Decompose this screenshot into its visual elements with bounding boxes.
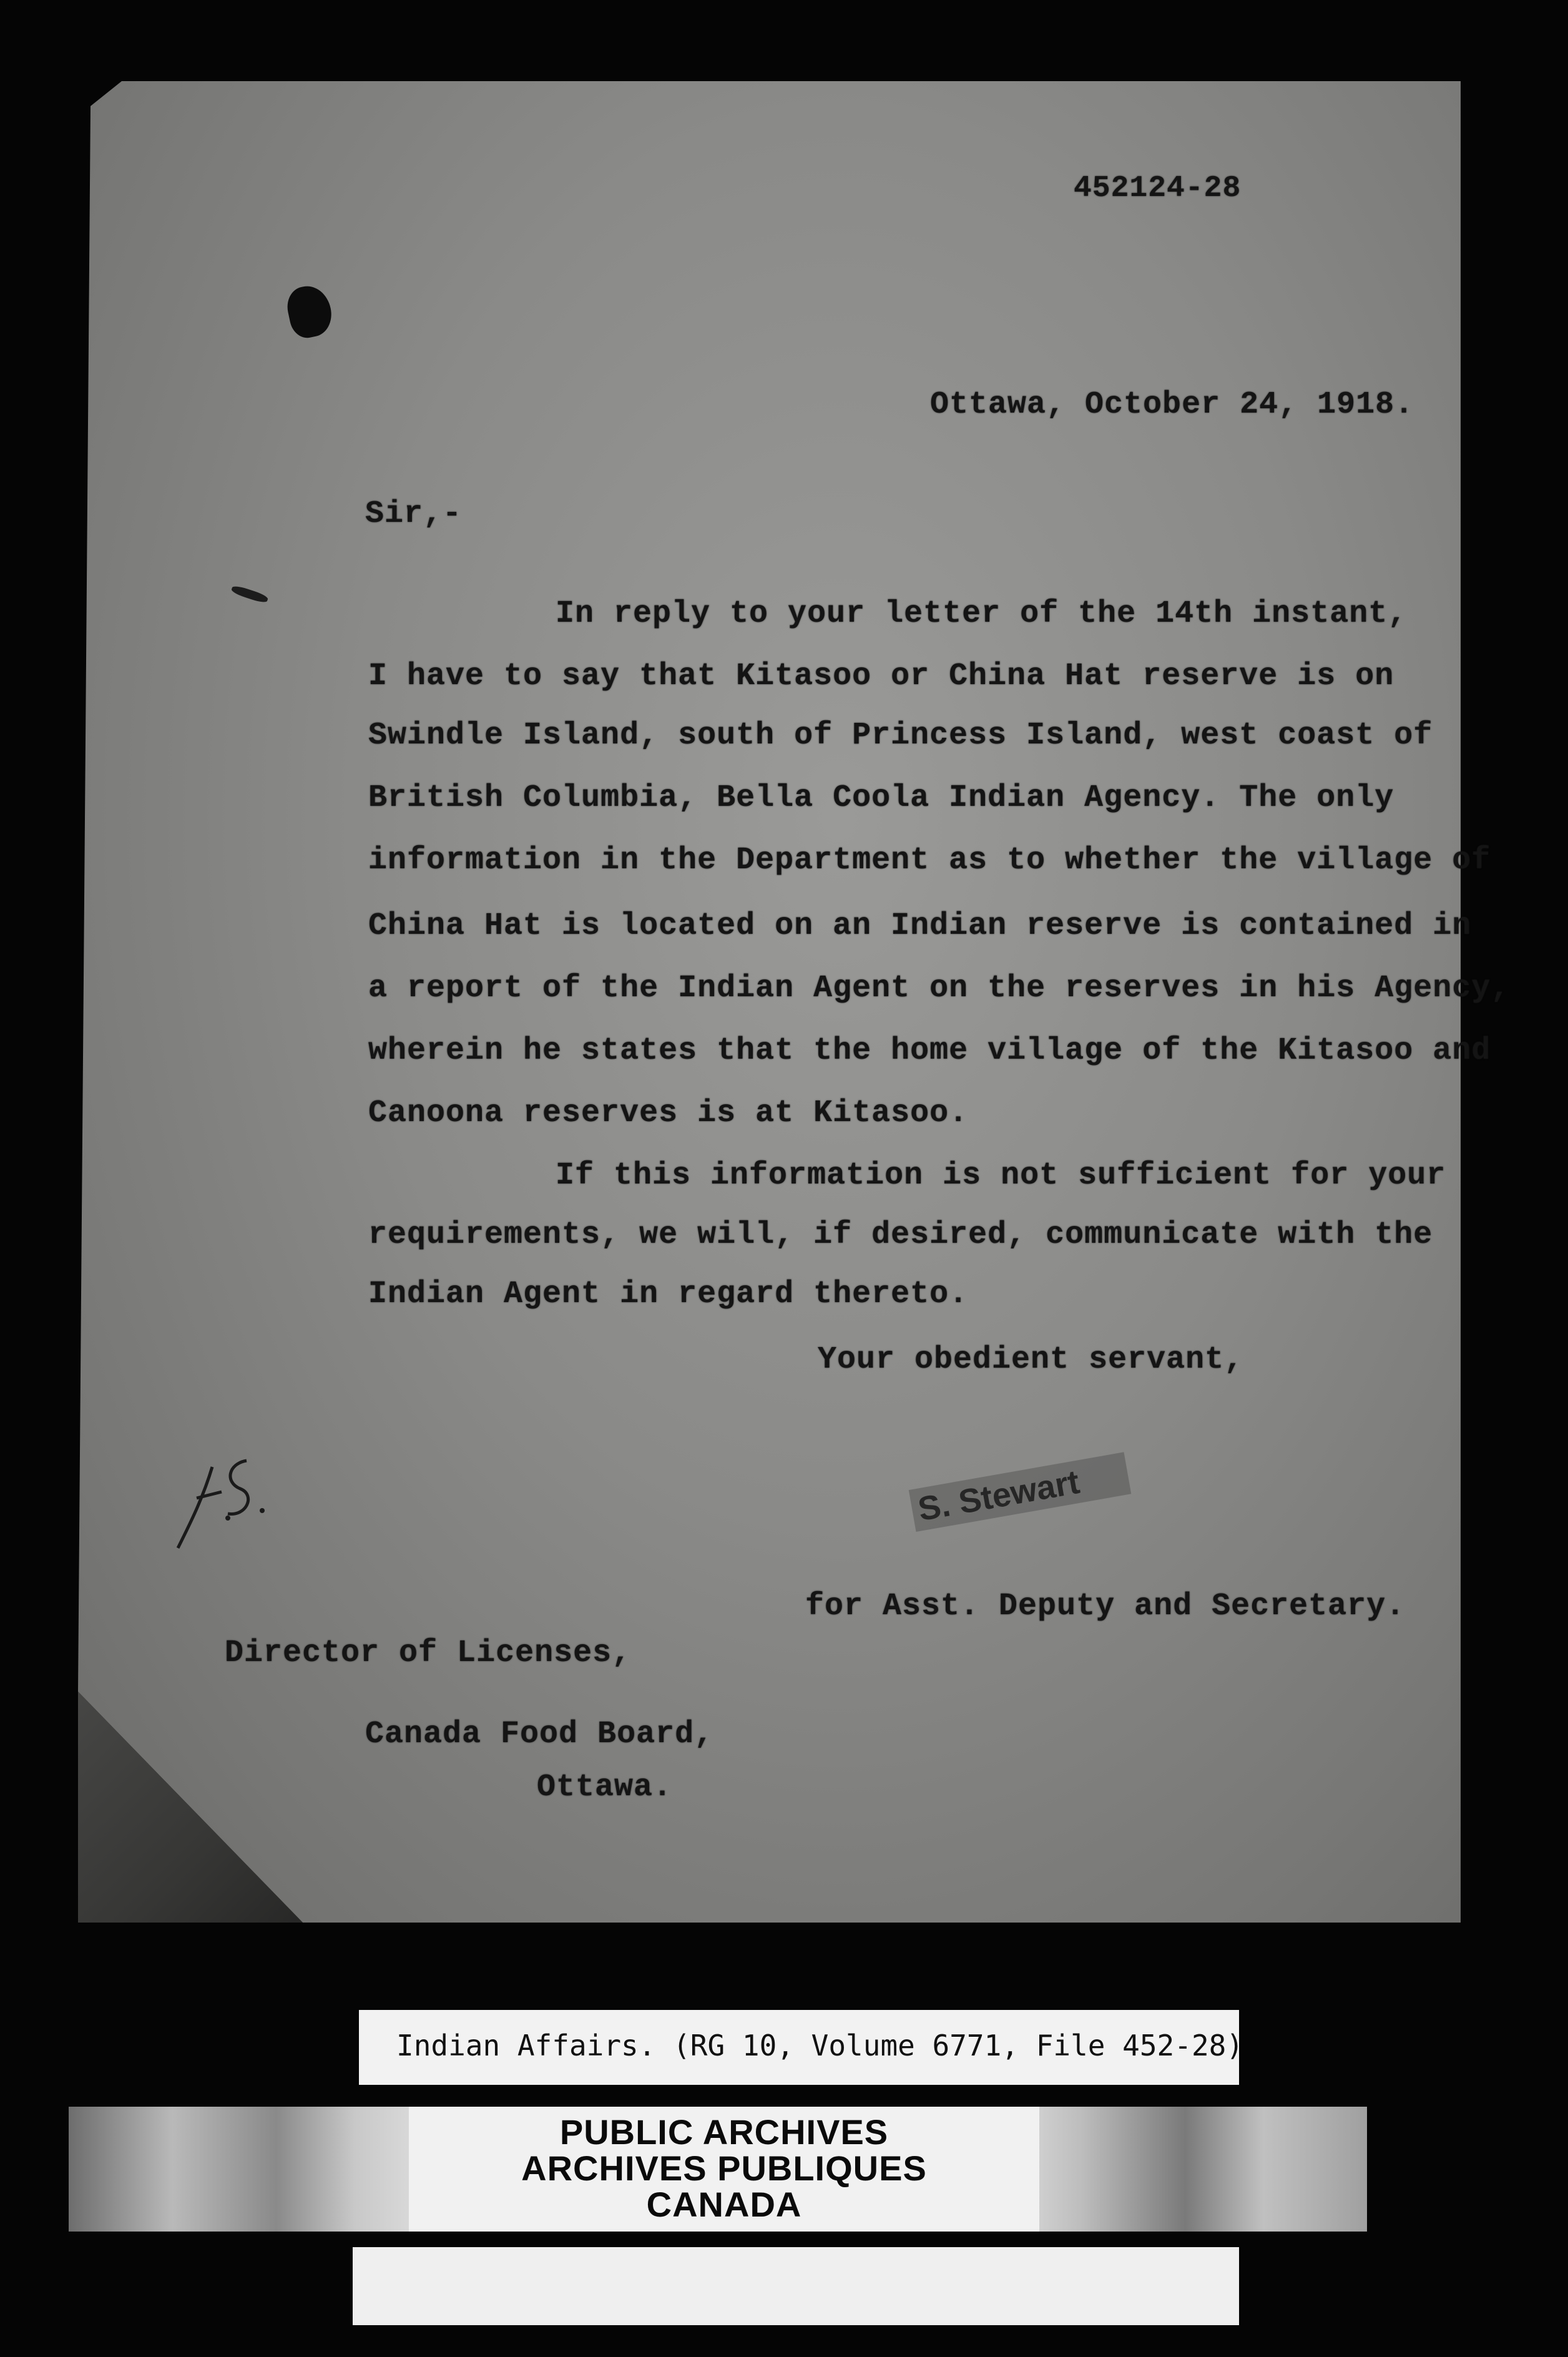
film-strip (69, 2107, 1367, 2232)
body-line: a report of the Indian Agent on the reserves in his Agency, (368, 971, 1511, 1006)
blank-label (353, 2247, 1239, 2325)
svg-text:S. Stewart: S. Stewart (915, 1463, 1082, 1529)
body-line: China Hat is located on an Indian reserve is contained in (368, 908, 1472, 944)
archive-stamp-line: ARCHIVES PUBLIQUES (521, 2149, 927, 2188)
citation-text: Indian Affairs. (RG 10, Volume 6771, File 452-28) (396, 2029, 1244, 2062)
addressee-line: Director of Licenses, (225, 1635, 632, 1671)
body-line: requirements, we will, if desired, communicate with the (368, 1217, 1433, 1253)
margin-initials (153, 1448, 278, 1561)
body-line: In reply to your letter of the 14th instant, (556, 596, 1408, 632)
citation-label (359, 2010, 1244, 2085)
addressee-line: Canada Food Board, (365, 1717, 714, 1752)
body-line: Indian Agent in regard thereto. (368, 1277, 969, 1312)
body-line: I have to say that Kitasoo or China Hat reserve is on (368, 659, 1394, 694)
signer-title: for Asst. Deputy and Secretary. (805, 1589, 1406, 1624)
body-line: British Columbia, Bella Coola Indian Agency. The only (368, 780, 1394, 816)
archive-stamp (409, 2107, 1039, 2232)
salutation: Sir,- (365, 496, 463, 532)
dateline: Ottawa, October 24, 1918. (930, 387, 1414, 423)
body-line: wherein he states that the home village of the Kitasoo and (368, 1033, 1491, 1069)
archive-stamp-line: PUBLIC ARCHIVES (559, 2112, 889, 2152)
body-line: Swindle Island, south of Princess Island, west coast of (368, 718, 1433, 753)
addressee-line: Ottawa. (537, 1770, 673, 1805)
archive-stamp-line: CANADA (646, 2185, 802, 2224)
file-number: 452124-28 (1074, 172, 1242, 205)
body-line: If this information is not sufficient for your (556, 1158, 1446, 1193)
body-line: information in the Department as to whether the village of (368, 843, 1491, 878)
closing: Your obedient servant, (818, 1342, 1244, 1378)
body-line: Canoona reserves is at Kitasoo. (368, 1095, 969, 1131)
